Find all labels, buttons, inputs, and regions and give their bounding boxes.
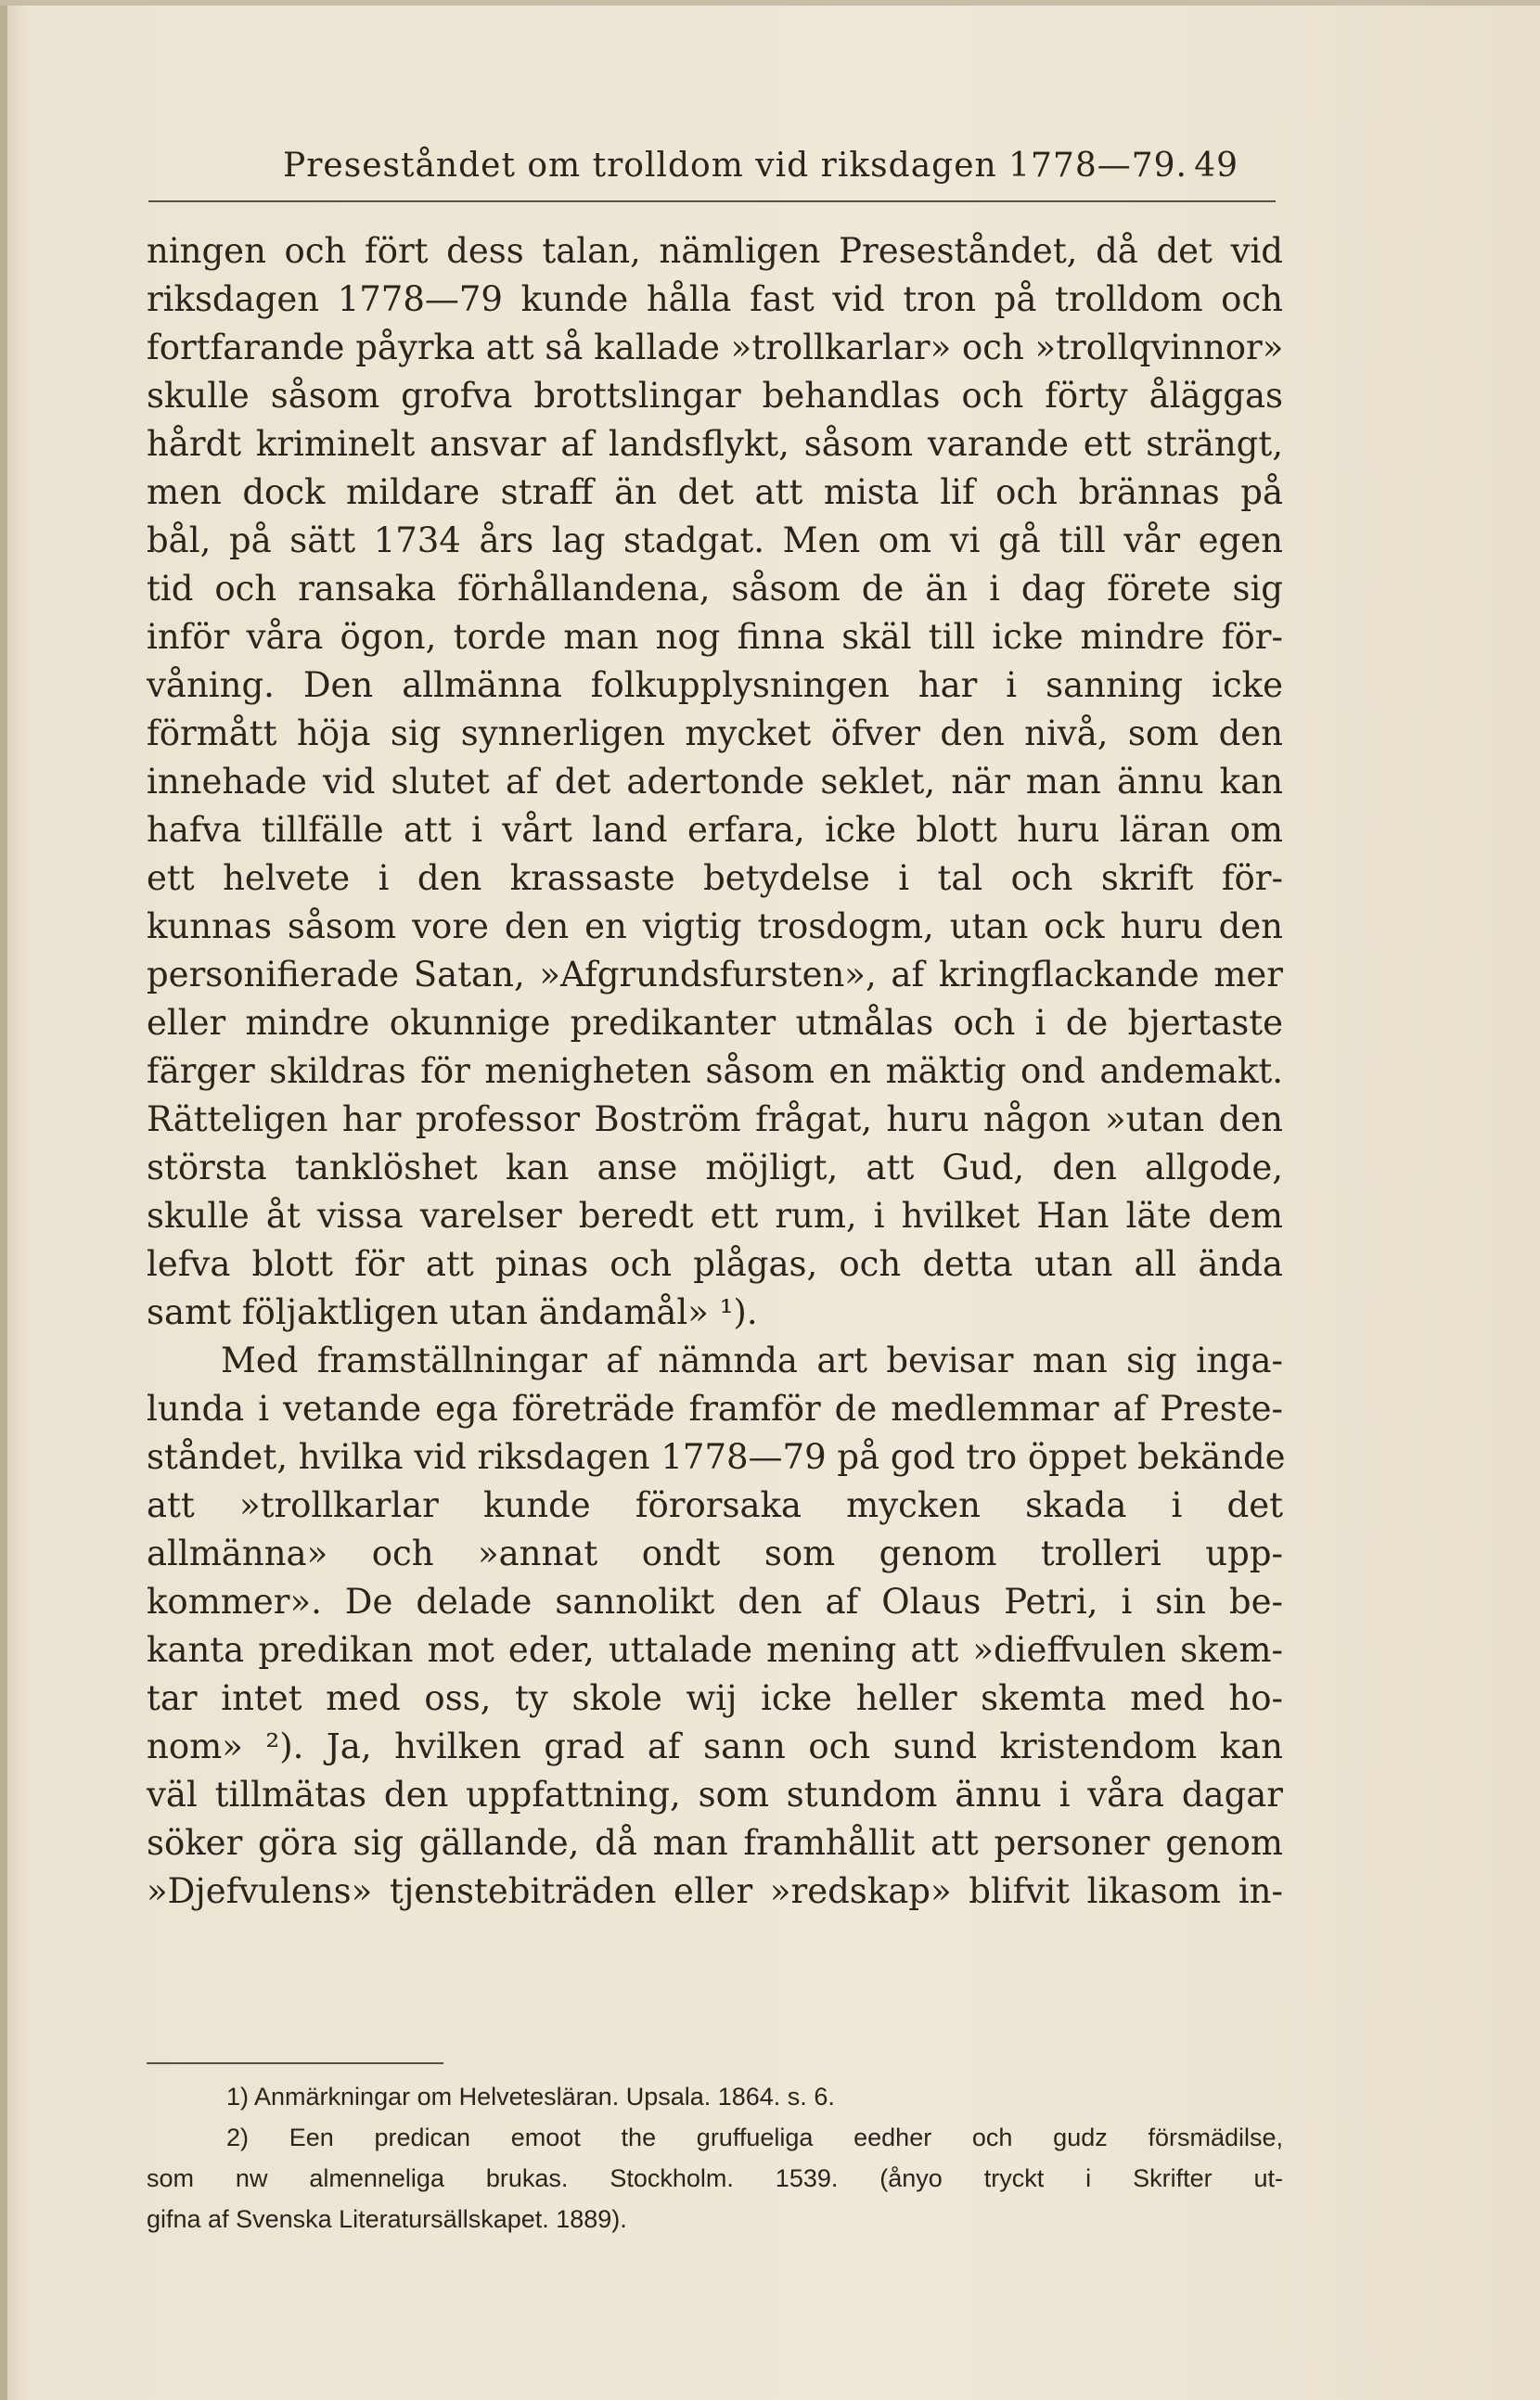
text-line: inför våra ögon, torde man nog finna skäl till icke mindre för- — [147, 617, 1283, 657]
text-line: personifierade Satan, »Afgrundsfursten», af kringflackande mer — [147, 955, 1283, 995]
header-rule — [148, 200, 1276, 202]
text-line: bål, på sätt 1734 års lag stadgat. Men om vi gå till vår egen — [147, 520, 1283, 560]
page-edge-top — [0, 0, 1540, 6]
text-line: att »trollkarlar kunde förorsaka mycken skada i det — [147, 1485, 1283, 1525]
footnotes — [147, 2076, 1283, 2240]
text-line: ståndet, hvilka vid riksdagen 1778—79 på god tro öppet bekände — [147, 1437, 1286, 1477]
text-line: färger skildras för menigheten såsom en mäktig ond andemakt. — [147, 1051, 1283, 1091]
text-line: skulle såsom grofva brottslingar behandlas och förty åläggas — [147, 376, 1283, 416]
text-line: lefva blott för att pinas och plågas, och detta utan all ända — [147, 1244, 1283, 1284]
text-line: nom» ²). Ja, hvilken grad af sann och sund kristendom kan — [147, 1726, 1283, 1766]
running-header — [283, 147, 1238, 193]
header-title: Preseståndet om trolldom vid riksdagen 1778—79. — [283, 147, 1188, 185]
text-line: fortfarande påyrka att så kallade »trollkarlar» och »trollqvinnor» — [147, 327, 1284, 367]
footnote-2-cont: gifna af Svenska Literatursällskapet. 1889). — [147, 2205, 627, 2233]
text-line: allmänna» och »annat ondt som genom trolleri upp- — [147, 1534, 1283, 1573]
text-line: hafva tillfälle att i vårt land erfara, icke blott huru läran om — [147, 810, 1283, 850]
text-line: våning. Den allmänna folkupplysningen har i sanning icke — [147, 665, 1283, 705]
text-line: men dock mildare straff än det att mista lif och brännas på — [147, 472, 1283, 512]
text-line: största tanklöshet kan anse möjligt, att Gud, den allgode, — [147, 1148, 1283, 1187]
text-line: tid och ransaka förhållandena, såsom de än i dag förete sig — [147, 569, 1283, 609]
body-text — [147, 227, 1286, 1916]
text-line: Rätteligen har professor Boström frågat, huru någon »utan den — [147, 1099, 1283, 1139]
text-line: kommer». De delade sannolikt den af Olaus Petri, i sin be- — [147, 1582, 1283, 1622]
text-line: ett helvete i den krassaste betydelse i tal och skrift för- — [147, 858, 1283, 898]
text-line: förmått höja sig synnerligen mycket öfver den nivå, som den — [147, 713, 1283, 753]
text-line: ningen och fört dess talan, nämligen Preseståndet, då det vid — [147, 231, 1283, 271]
text-line: kunnas såsom vore den en vigtig trosdogm, utan ock huru den — [147, 906, 1283, 946]
footnote-2: 2) Een predican emoot the gruffueliga eedher och gudz försmädilse, — [226, 2124, 1283, 2151]
footnote-2-cont: som nw almenneliga brukas. Stockholm. 1539. (ånyo tryckt i Skrifter ut- — [147, 2164, 1283, 2192]
text-line: »Djefvulens» tjenstebiträden eller »redskap» blifvit likasom in- — [147, 1871, 1283, 1911]
text-line: Med framställningar af nämnda art bevisar man sig inga- — [221, 1341, 1283, 1380]
text-line: skulle åt vissa varelser beredt ett rum, i hvilket Han läte dem — [147, 1196, 1283, 1236]
page-edge-left — [0, 0, 7, 2400]
text-line: innehade vid slutet af det adertonde seklet, när man ännu kan — [147, 762, 1283, 802]
text-line: eller mindre okunnige predikanter utmålas och i de bjertaste — [147, 1003, 1283, 1043]
text-line: riksdagen 1778—79 kunde hålla fast vid tron på trolldom och — [147, 279, 1283, 319]
text-line: hårdt kriminelt ansvar af landsflykt, såsom varande ett strängt, — [147, 424, 1283, 464]
text-line: kanta predikan mot eder, uttalade mening att »dieffvulen skem- — [147, 1630, 1283, 1670]
footnote-rule — [147, 2062, 443, 2064]
page-number: 49 — [1194, 147, 1238, 185]
text-line: tar intet med oss, ty skole wij icke heller skemta med ho- — [147, 1678, 1283, 1718]
text-line: söker göra sig gällande, då man framhållit att personer genom — [147, 1823, 1283, 1863]
text-line: lunda i vetande ega företräde framför de medlemmar af Preste- — [147, 1389, 1283, 1429]
text-line: samt följaktligen utan ändamål» ¹). — [147, 1292, 758, 1332]
text-line: väl tillmätas den uppfattning, som stundom ännu i våra dagar — [147, 1775, 1283, 1815]
footnote-1: 1) Anmärkningar om Helvetesläran. Upsala. 1864. s. 6. — [226, 2083, 835, 2111]
